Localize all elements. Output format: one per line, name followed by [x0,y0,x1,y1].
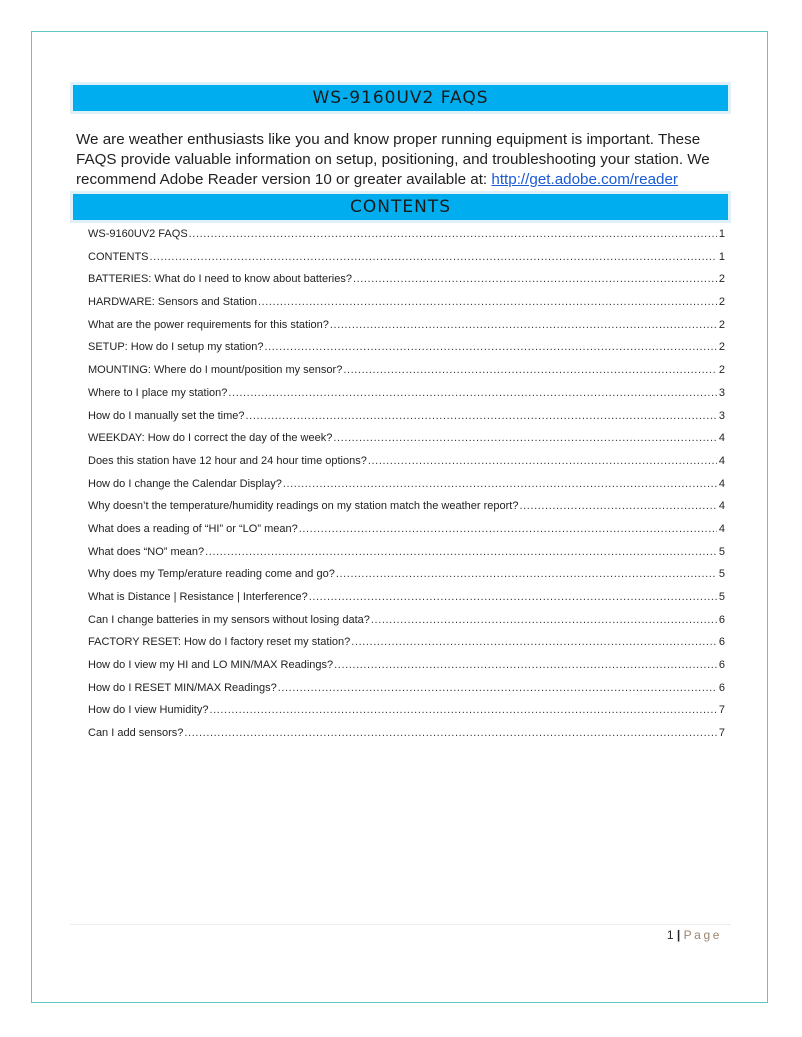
toc-dot-leader [330,319,717,331]
toc-entry-label: Why does my Temp/erature reading come and go? [88,568,335,581]
intro-text: We are weather enthusiasts like you and know proper running equipment is important. These FAQS provide valuable information on setup, positioning, and troubleshooting your station. We recommend Adobe Reader version 10 or greater available at: [76,131,710,188]
page-word: Page [683,928,722,942]
toc-entry[interactable] [88,636,725,659]
toc-dot-leader [343,364,717,376]
toc-entry-page: 6 [718,659,725,672]
toc-entry-page: 2 [718,341,725,354]
document-title: WS-9160UV2 FAQS [73,85,728,111]
toc-entry-label: Where to I place my station? [88,386,228,399]
toc-entry-label: Why doesn’t the temperature/humidity readings on my station match the weather report? [88,500,519,513]
toc-entry-label: BATTERIES: What do I need to know about batteries? [88,273,352,286]
toc-entry[interactable] [88,500,725,523]
intro-paragraph [76,130,736,190]
toc-dot-leader [309,591,717,603]
toc-entry-label: What is Distance | Resistance | Interference? [88,591,308,603]
toc-entry-label: What are the power requirements for this station? [88,318,329,331]
toc-entry-page: 2 [718,364,725,377]
toc-dot-leader [334,659,717,671]
toc-entry-label: What does “NO” mean? [88,545,205,558]
toc-entry-label: Can I add sensors? [88,727,184,740]
toc-entry-label: How do I view Humidity? [88,704,209,717]
toc-entry[interactable] [88,410,725,433]
toc-entry[interactable] [88,682,725,705]
toc-entry-page: 6 [718,613,725,626]
toc-dot-leader [209,704,716,716]
toc-entry[interactable] [88,364,725,387]
toc-entry[interactable] [88,546,725,569]
toc-entry-page: 4 [718,477,725,490]
toc-entry-page: 1 [718,228,725,240]
toc-entry[interactable] [88,341,725,364]
toc-entry-page: 6 [718,636,725,649]
toc-entry-label: How do I change the Calendar Display? [88,477,282,490]
toc-entry-page: 6 [718,681,725,694]
toc-entry[interactable] [88,523,725,546]
toc-entry-label: How do I RESET MIN/MAX Readings? [88,681,277,694]
toc-dot-leader [258,296,717,308]
toc-entry-label: MOUNTING: Where do I mount/position my sensor? [88,364,343,377]
toc-entry-label: Can I change batteries in my sensors without losing data? [88,613,370,626]
toc-entry-page: 7 [718,704,725,717]
toc-entry[interactable] [88,455,725,478]
toc-entry-label: How do I view my HI and LO MIN/MAX Readings? [88,659,334,672]
toc-entry-page: 1 [718,250,725,263]
toc-entry[interactable] [88,659,725,682]
page-footer [667,928,722,942]
toc-entry[interactable] [88,251,725,274]
toc-entry-page: 5 [718,591,725,603]
toc-entry-page: 2 [718,273,725,286]
toc-entry[interactable] [88,704,725,727]
toc-dot-leader [371,614,717,626]
toc-entry-page: 4 [718,500,725,513]
toc-entry[interactable] [88,568,725,591]
toc-entry-page: 3 [718,409,725,422]
toc-dot-leader [336,568,717,580]
toc-entry[interactable] [88,273,725,296]
table-of-contents [88,228,725,750]
toc-entry-label: FACTORY RESET: How do I factory reset my station? [88,636,351,649]
toc-entry-label: What does a reading of “HI” or “LO” mean? [88,522,298,535]
toc-dot-leader [333,432,717,444]
toc-entry-label: CONTENTS [88,250,149,263]
contents-heading: CONTENTS [73,194,728,220]
toc-entry[interactable] [88,319,725,342]
toc-entry-label: SETUP: How do I setup my station? [88,341,264,354]
toc-entry-label: WS-9160UV2 FAQS [88,228,188,240]
adobe-reader-link[interactable]: http://get.adobe.com/reader [491,171,678,188]
toc-dot-leader [519,500,716,512]
toc-entry-label: How do I manually set the time? [88,409,245,422]
footer-separator: | [676,928,681,942]
toc-entry-page: 2 [718,296,725,309]
toc-entry-page: 7 [718,727,725,740]
toc-entry-page: 2 [718,318,725,331]
toc-entry[interactable] [88,614,725,637]
page-number: 1 [666,928,674,942]
toc-entry[interactable] [88,228,725,251]
toc-dot-leader [264,341,716,353]
toc-entry-page: 5 [718,545,725,558]
toc-entry[interactable] [88,727,725,750]
toc-dot-leader [228,387,716,399]
toc-entry-label: WEEKDAY: How do I correct the day of the week? [88,432,333,445]
footer-divider [70,924,731,925]
toc-dot-leader [283,478,717,490]
toc-entry-label: Does this station have 12 hour and 24 hour time options? [88,454,367,467]
toc-entry[interactable] [88,432,725,455]
toc-entry-page: 3 [718,386,725,399]
toc-entry-label: HARDWARE: Sensors and Station [88,296,257,309]
toc-entry[interactable] [88,296,725,319]
toc-dot-leader [150,251,717,263]
toc-dot-leader [278,682,717,694]
title-banner [70,82,731,114]
toc-dot-leader [353,273,717,285]
toc-dot-leader [184,727,716,739]
toc-entry-page: 4 [718,522,725,535]
toc-dot-leader [368,455,717,467]
toc-dot-leader [205,546,717,558]
contents-banner [70,191,731,223]
toc-dot-leader [351,636,717,648]
toc-dot-leader [189,228,717,240]
toc-entry-page: 5 [718,568,725,581]
toc-entry[interactable] [88,387,725,410]
toc-entry-page: 4 [718,432,725,445]
toc-dot-leader [299,523,717,535]
toc-entry-page: 4 [718,454,725,467]
toc-entry[interactable] [88,591,725,614]
toc-entry[interactable] [88,478,725,501]
toc-dot-leader [246,410,717,422]
